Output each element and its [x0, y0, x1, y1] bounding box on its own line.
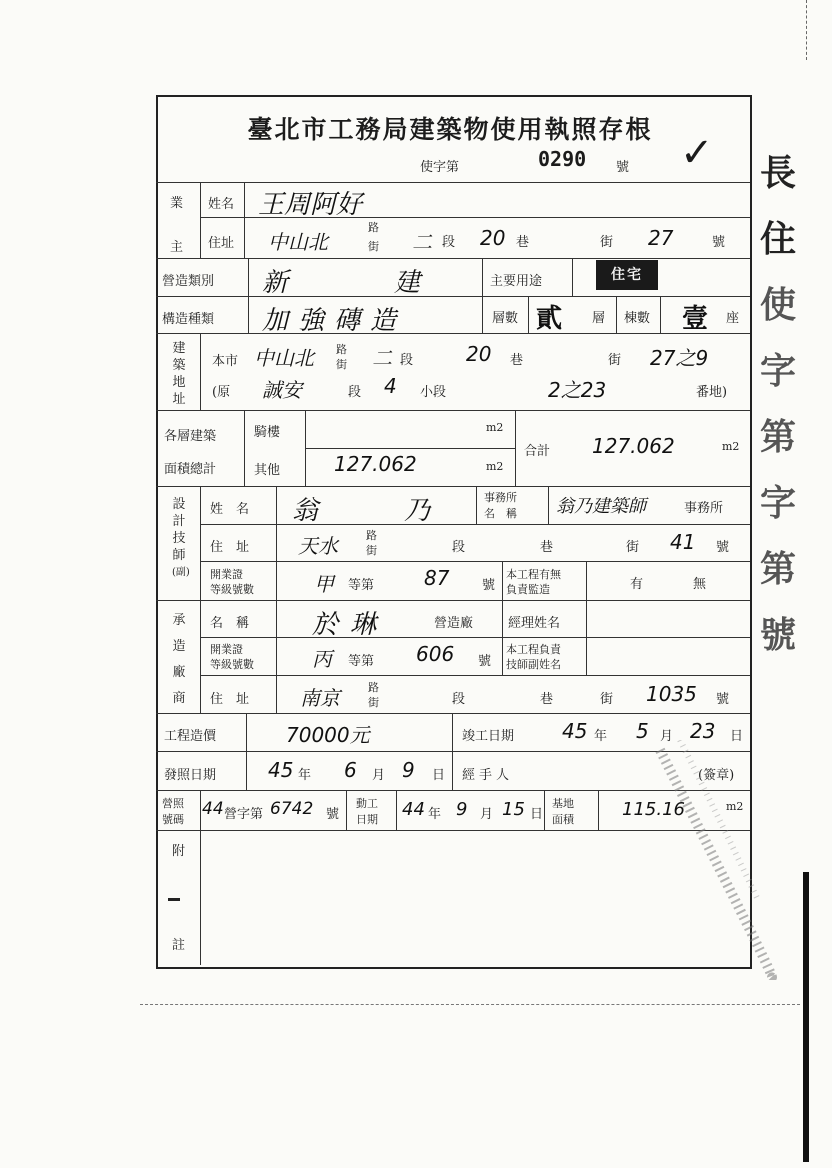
rule: [452, 713, 453, 751]
license-label: 開業證: [210, 568, 243, 581]
notes-mark: [168, 898, 180, 901]
issue-year: 45: [268, 758, 294, 782]
owner-section-value: 二: [412, 230, 432, 254]
permit-prefix-value: 44: [202, 799, 224, 819]
owner-section-label: 主: [170, 240, 184, 255]
street-label: 街: [626, 540, 640, 555]
owner-name-value: 王周阿好: [258, 190, 363, 220]
number-label: 號: [716, 692, 730, 707]
rule: [548, 486, 549, 524]
rule: [515, 410, 516, 486]
day-label: 日: [432, 768, 446, 783]
rule: [528, 296, 529, 333]
permit-number: 0290: [538, 147, 587, 171]
office-label: 事務所: [484, 491, 517, 504]
road-label: 路: [368, 221, 379, 234]
permit-number-label: 號碼: [162, 813, 184, 826]
rule: [246, 713, 247, 751]
buildings-label: 棟數: [624, 311, 651, 326]
rule: [482, 258, 483, 296]
contractor-name-value: 於琳: [312, 610, 389, 640]
permit-number-label: 營照: [162, 797, 184, 810]
completion-month: 5: [636, 719, 649, 743]
old-lot-value: 2之23: [548, 378, 607, 402]
license-suffix: 號: [478, 654, 492, 669]
street-label: 街: [600, 235, 614, 250]
rule: [482, 296, 483, 333]
section-label: 段: [442, 235, 456, 250]
rule: [156, 182, 750, 183]
grade-label: 等第: [348, 578, 375, 593]
designer-grade-value: 甲: [314, 572, 334, 596]
street-label: 街: [366, 544, 377, 557]
rule: [200, 561, 750, 562]
year-label: 年: [298, 768, 312, 783]
issue-day: 9: [402, 758, 415, 782]
contractor-license-label: 等級號數: [210, 658, 254, 671]
factory-label: 營造廠: [434, 616, 474, 631]
year-label: 年: [428, 807, 442, 822]
rule: [276, 486, 277, 713]
rule: [305, 448, 515, 449]
rule: [452, 751, 453, 790]
start-date-label: 動工: [356, 797, 378, 810]
rule: [502, 600, 503, 675]
owner-name-label: 姓名: [208, 197, 235, 212]
issue-date-label: 發照日期: [164, 768, 217, 783]
office-suffix: 事務所: [684, 501, 724, 516]
old-section-label: 段: [348, 385, 362, 400]
rule: [156, 410, 750, 411]
floors-unit: 層: [592, 311, 606, 326]
supervisor-label: 本工程有無: [506, 568, 561, 581]
arcade-unit: m2: [486, 421, 504, 434]
tech-label: 技師副姓名: [506, 658, 561, 671]
structure-type-label: 構造種類: [162, 312, 215, 327]
rule: [598, 790, 599, 830]
contractor-address-label: 住 址: [210, 692, 250, 707]
number-label: 號: [716, 540, 730, 555]
designer-road-value: 天水: [298, 534, 338, 558]
rule: [200, 675, 750, 676]
site-area-label: 面積: [552, 813, 574, 826]
rule: [200, 182, 201, 258]
supervisor-value: 有 無: [630, 577, 715, 592]
other-area-label: 其他: [254, 463, 281, 478]
structure-type-value: 加強磚造: [262, 306, 407, 336]
rule: [572, 258, 573, 296]
contractor-grade-value: 丙: [312, 647, 332, 671]
designer-name-value: 翁 乃: [292, 496, 461, 526]
section-label: 段: [452, 692, 466, 707]
owner-number-value: 27: [648, 226, 674, 250]
main-use-stamp: 住宅: [596, 260, 658, 290]
contractor-section-label: 承 造 廠 商: [172, 613, 186, 706]
lane-label: 巷: [540, 692, 554, 707]
month-label: 月: [660, 729, 674, 744]
rule: [156, 600, 750, 601]
other-area-value: 127.062: [334, 452, 417, 476]
rule: [200, 830, 201, 965]
owner-address-label: 住址: [208, 236, 235, 251]
permit-prefix: 使字第: [420, 160, 460, 175]
rule: [200, 486, 201, 713]
scan-edge-bar: [803, 872, 809, 1162]
office-name-value: 翁乃建築師: [556, 496, 646, 517]
day-label: 日: [530, 807, 544, 822]
manager-label: 經理姓名: [508, 616, 561, 631]
fold-smudge: [640, 740, 780, 980]
rule: [502, 561, 503, 600]
rule: [200, 524, 750, 525]
site-area-value: 115.16: [622, 799, 685, 820]
contractor-license-label: 開業證: [210, 643, 243, 656]
street-label: 街: [368, 240, 379, 253]
buildings-value: 壹: [682, 304, 709, 334]
start-day: 15: [502, 799, 525, 820]
month-label: 月: [372, 768, 386, 783]
start-year: 44: [402, 799, 425, 820]
construction-type-value: 新 建: [262, 268, 461, 298]
road-label: 路: [368, 681, 379, 694]
area-label: 面積總計: [164, 462, 217, 477]
old-district-value: 誠安: [262, 378, 302, 402]
license-label: 等級號數: [210, 583, 254, 596]
arcade-label: 騎樓: [254, 425, 281, 440]
rule: [248, 258, 249, 333]
rule: [156, 486, 750, 487]
side-bleed-text: 長 住 使 字 第 字 第 號: [760, 152, 797, 656]
contractor-license-value: 606: [416, 642, 455, 666]
owner-road-value: 中山北: [268, 230, 328, 254]
rule: [586, 561, 587, 600]
rule: [616, 296, 617, 333]
rule: [246, 751, 247, 790]
rule: [586, 600, 587, 675]
rule: [244, 410, 245, 486]
construction-type-label: 營造類別: [162, 274, 215, 289]
designer-number-value: 41: [670, 530, 696, 554]
rule: [200, 790, 201, 830]
road-label: 路: [366, 529, 377, 542]
contractor-road-value: 南京: [300, 686, 340, 710]
site-address-label: 建 築 地 址: [172, 341, 186, 407]
section-label: 段: [452, 540, 466, 555]
site-number-value: 27之9: [650, 346, 709, 370]
supervisor-label: 負責監造: [506, 583, 550, 596]
cost-label: 工程造價: [164, 729, 217, 744]
form-title: 臺北市工務局建築物使用執照存根: [247, 115, 653, 144]
lane-label: 巷: [510, 353, 524, 368]
old-section-value: 4: [384, 374, 397, 398]
rule: [244, 182, 245, 258]
total-area-label: 合計: [524, 444, 551, 459]
permit-value-number: 6742: [270, 799, 314, 819]
city-label: 本市: [212, 354, 239, 369]
start-date-label: 日期: [356, 813, 378, 826]
old-subsection-label: 小段: [420, 385, 447, 400]
designer-section-label: 設 計 技 師 (副): [172, 497, 190, 578]
total-area-value: 127.062: [592, 434, 675, 458]
contractor-name-label: 名 稱: [210, 616, 250, 631]
owner-lane-value: 20: [480, 226, 506, 250]
street-label: 街: [336, 358, 347, 371]
grade-label: 等第: [348, 654, 375, 669]
section-label: 段: [400, 353, 414, 368]
owner-section-label: 業: [170, 196, 184, 211]
rule: [200, 637, 750, 638]
old-address-label: (原: [212, 385, 231, 400]
designer-address-label: 住 址: [210, 540, 250, 555]
notes-label: 註: [172, 938, 186, 953]
floors-label: 層數: [492, 311, 519, 326]
lane-label: 巷: [540, 540, 554, 555]
site-area-label: 基地: [552, 797, 574, 810]
handler-label: 經手人: [462, 768, 514, 783]
rule: [305, 410, 306, 486]
other-area-unit: m2: [486, 460, 504, 473]
rule: [156, 258, 750, 259]
site-area-unit: m2: [726, 800, 744, 813]
scan-edge-line: [806, 0, 807, 60]
permit-value-label: 營字第: [224, 807, 264, 822]
area-label: 各層建築: [164, 429, 217, 444]
floors-value: 貳: [536, 304, 563, 334]
rule: [156, 333, 750, 334]
year-label: 年: [594, 729, 608, 744]
day-label: 日: [730, 729, 744, 744]
license-suffix: 號: [482, 578, 496, 593]
month-label: 月: [480, 807, 494, 822]
site-section-value: 二: [372, 346, 392, 370]
lane-label: 巷: [516, 235, 530, 250]
lot-label: 番地): [696, 385, 728, 400]
contractor-number-value: 1035: [646, 682, 697, 706]
number-label: 號: [712, 235, 726, 250]
cost-value: 70000元: [286, 723, 370, 747]
completion-year: 45: [562, 719, 588, 743]
issue-month: 6: [344, 758, 357, 782]
notes-label: 附: [172, 844, 186, 859]
total-area-unit: m2: [722, 440, 740, 453]
buildings-unit: 座: [726, 311, 740, 326]
permit-value-suffix: 號: [326, 807, 340, 822]
rule: [200, 333, 201, 410]
seal-label: (簽章): [698, 768, 735, 783]
rule: [396, 790, 397, 830]
rule: [660, 296, 661, 333]
designer-name-label: 姓 名: [210, 502, 250, 517]
scan-edge-line: [140, 1004, 800, 1005]
start-month: 9: [456, 799, 468, 820]
check-mark: ✓: [680, 130, 714, 176]
street-label: 街: [368, 696, 379, 709]
rule: [346, 790, 347, 830]
designer-license-value: 87: [424, 566, 450, 590]
office-label: 名 稱: [484, 507, 517, 520]
site-road-value: 中山北: [254, 346, 314, 370]
site-lane-value: 20: [466, 342, 492, 366]
rule: [544, 790, 545, 830]
tech-label: 本工程負責: [506, 643, 561, 656]
completion-day: 23: [690, 719, 716, 743]
street-label: 街: [608, 353, 622, 368]
street-label: 街: [600, 692, 614, 707]
road-label: 路: [336, 343, 347, 356]
completion-label: 竣工日期: [462, 729, 515, 744]
permit-suffix: 號: [616, 160, 630, 175]
rule: [476, 486, 477, 524]
main-use-label: 主要用途: [490, 274, 543, 289]
